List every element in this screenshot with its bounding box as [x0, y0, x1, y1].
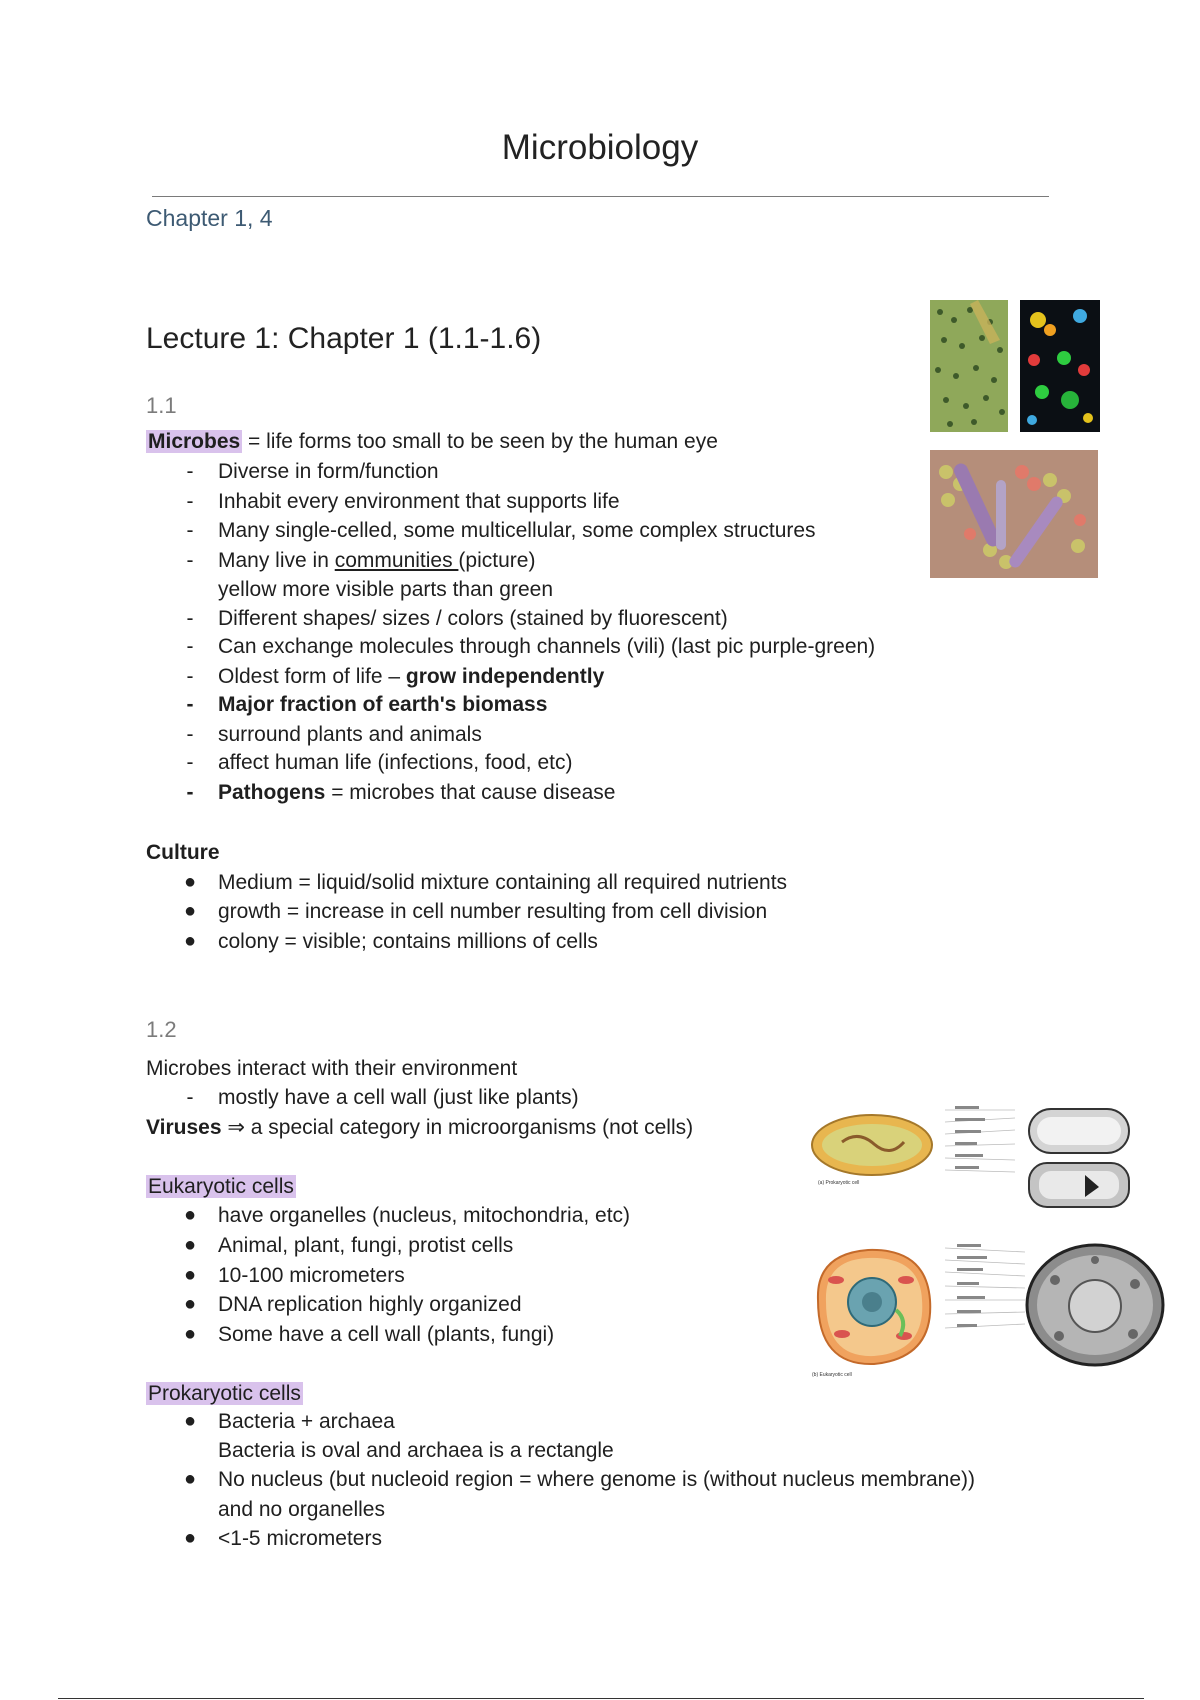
- section-number-1-2: 1.2: [146, 1017, 177, 1042]
- eukaryotic-heading: Eukaryotic cells: [148, 1175, 294, 1198]
- section-number-1-1: 1.1: [146, 393, 177, 418]
- document-title: Microbiology: [501, 128, 699, 167]
- communities-link[interactable]: communities: [334, 549, 459, 572]
- viruses-line: Viruses ⇒ a special category in microorganisms (not cells): [146, 1116, 694, 1139]
- micrograph-sem-bacteria: [930, 450, 1098, 578]
- micrograph-fluorescent: [1020, 300, 1100, 432]
- microbes-def-text: = life forms too small to be seen by the human eye: [242, 430, 718, 453]
- cell-diagram-labels-bottom: [945, 1240, 1025, 1350]
- microbes-definition: [146, 427, 718, 456]
- eukaryotic-micrograph: [1025, 1240, 1175, 1370]
- document-subtitle: Chapter 1, 4: [146, 205, 273, 231]
- environment-line: Microbes interact with their environment: [146, 1057, 518, 1080]
- svg-text:(a) Prokaryotic cell: (a) Prokaryotic cell: [818, 1180, 860, 1186]
- svg-text:(b) Eukaryotic cell: (b) Eukaryotic cell: [812, 1372, 852, 1378]
- page-bottom-divider: [58, 1698, 1144, 1699]
- lecture-heading: Lecture 1: Chapter 1 (1.1-1.6): [146, 322, 542, 355]
- title-divider: [152, 196, 1049, 197]
- culture-heading: Culture: [146, 841, 220, 864]
- cell-diagram-labels-top: [945, 1100, 1015, 1190]
- prokaryotic-cell-diagram: [808, 1100, 936, 1190]
- prokaryotic-heading: Prokaryotic cells: [148, 1382, 301, 1405]
- micrograph-green-bacteria: [930, 300, 1008, 432]
- microbes-term: Microbes: [148, 430, 241, 453]
- prokaryotic-micrograph: [1025, 1105, 1135, 1215]
- eukaryotic-cell-diagram: [808, 1240, 938, 1380]
